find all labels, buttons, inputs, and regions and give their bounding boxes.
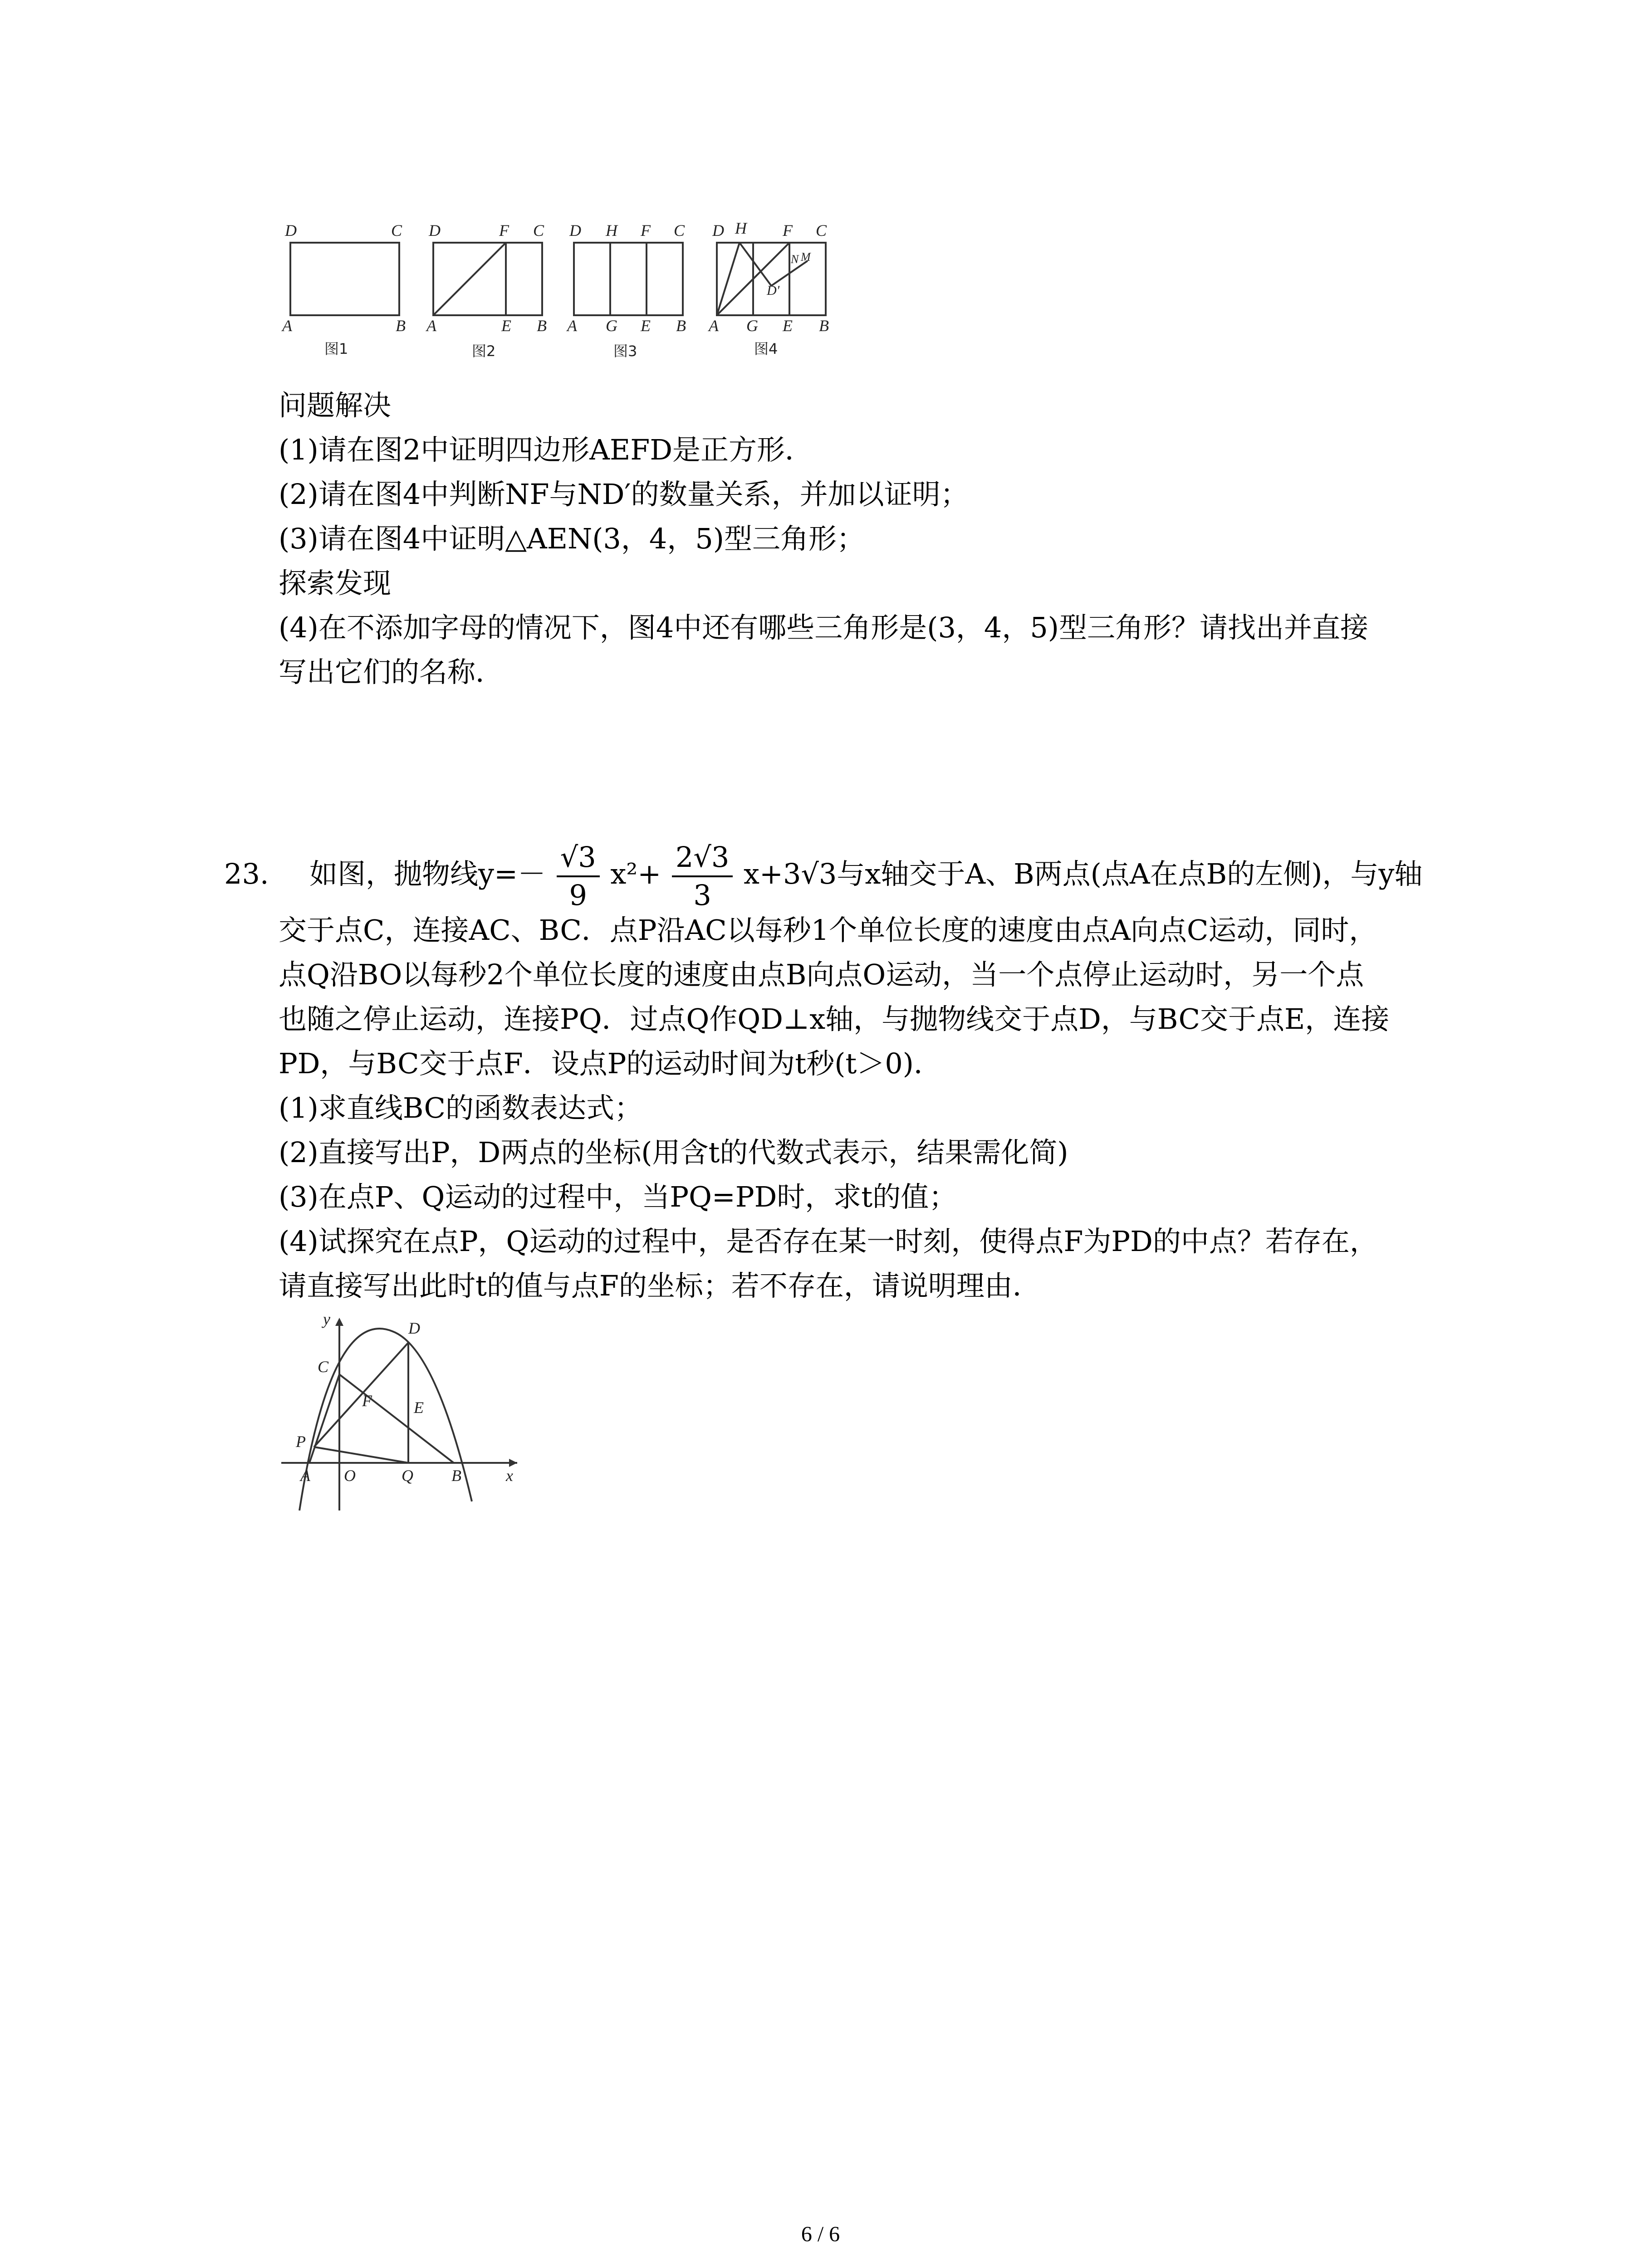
fraction-2-denominator: 3 [693, 879, 711, 912]
fig3-label-d: D [569, 221, 581, 240]
intro-part-b: x²+ [610, 857, 661, 891]
fig2-label-a: A [426, 317, 436, 335]
fig4-label-a: A [709, 317, 719, 335]
fig2-caption: 图2 [472, 342, 496, 360]
parabola-curve [299, 1329, 472, 1510]
fig4-label-d-prime: D' [767, 283, 780, 298]
question-item-4-line2: 写出它们的名称． [279, 655, 504, 689]
graph-label-o: O [344, 1466, 356, 1485]
q23-line-3: 也随之停止运动，连接PQ．过点Q作QD⊥x轴，与抛物线交于点D，与BC交于点E，连接 [279, 1002, 1390, 1036]
graph-label-b: B [451, 1466, 461, 1485]
figures-row [272, 218, 844, 381]
fig3-label-h: H [606, 221, 617, 240]
fig1-label-c: C [391, 221, 402, 240]
fig4-label-g: G [746, 317, 758, 335]
fig4-label-n: N [791, 253, 799, 266]
figure-1 [281, 221, 406, 357]
graph-label-f: F [362, 1392, 372, 1410]
fraction-1-numerator: √3 [557, 839, 600, 877]
x-axis-arrow-icon [509, 1459, 517, 1467]
segment-pq [314, 1447, 408, 1463]
figure-3 [566, 221, 686, 360]
fig3-label-g: G [606, 317, 617, 335]
q23-subquestion-2: (2)直接写出P，D两点的坐标(用含t的代数式表示，结果需化简) [279, 1136, 1068, 1169]
intro-part-a: 如图，抛物线y=－ [309, 857, 546, 891]
graph-label-p: P [296, 1432, 306, 1451]
fig3-label-e: E [641, 317, 651, 335]
graph-label-d: D [408, 1319, 420, 1337]
question-item-2: (2)请在图4中判断NF与ND′的数量关系，并加以证明； [279, 478, 969, 511]
fig3-caption: 图3 [613, 342, 637, 360]
fig3-label-c: C [674, 221, 685, 240]
q23-line-4: PD，与BC交于点F．设点P的运动时间为t秒(t＞0)． [279, 1047, 942, 1080]
fig2-label-f: F [499, 221, 509, 240]
y-axis-arrow-icon [335, 1318, 343, 1326]
fraction-2 [672, 839, 733, 914]
question-item-1: (1)请在图2中证明四边形AEFD是正方形． [279, 433, 813, 466]
fig1-label-d: D [285, 221, 297, 240]
figure-2 [426, 221, 547, 360]
fraction-1 [557, 839, 600, 914]
fraction-1-denominator: 9 [569, 879, 587, 912]
fig1-label-a: A [282, 317, 292, 335]
fig2-label-e: E [501, 317, 511, 335]
section-heading-explore: 探索发现 [279, 567, 392, 600]
graph-label-q: Q [402, 1466, 413, 1485]
question-item-4-line1: (4)在不添加字母的情况下，图4中还有哪些三角形是(3，4，5)型三角形？请找出并直接 [279, 611, 1368, 644]
fig2-label-b: B [537, 317, 547, 335]
question-item-3: (3)请在图4中证明△AEN(3，4，5)型三角形； [279, 522, 865, 555]
fig2-label-c: C [533, 221, 544, 240]
question-number: 23. [224, 857, 269, 891]
graph-label-e: E [414, 1398, 424, 1417]
q23-line-1: 交于点C，连接AC、BC．点P沿AC以每秒1个单位长度的速度由点A向点C运动，同时， [279, 914, 1377, 947]
fig3-label-a: A [567, 317, 577, 335]
fig1-label-b: B [396, 317, 406, 335]
question-23-intro [224, 839, 1422, 914]
q23-line-2: 点Q沿BO以每秒2个单位长度的速度由点B向点O运动，当一个点停止运动时，另一个点 [279, 958, 1364, 991]
q23-subquestion-4-line1: (4)试探究在点P，Q运动的过程中，是否存在某一时刻，使得点F为PD的中点？若存在， [279, 1225, 1378, 1258]
fig4-label-h: H [735, 219, 747, 237]
graph-label-c: C [318, 1358, 329, 1376]
q23-subquestion-4-line2: 请直接写出此时t的值与点F的坐标；若不存在，请说明理由． [279, 1269, 1041, 1302]
fig4-label-d: D [712, 221, 724, 240]
parabola-graph [272, 1311, 526, 1515]
fig3-label-f: F [641, 221, 651, 240]
section-heading-problem-solving: 问题解决 [279, 389, 392, 422]
q23-subquestion-1: (1)求直线BC的函数表达式； [279, 1091, 642, 1124]
fig4-label-c: C [816, 221, 827, 240]
graph-label-a: A [300, 1466, 310, 1485]
fig3-label-b: B [676, 317, 686, 335]
fig2-label-d: D [429, 221, 441, 240]
fraction-2-numerator: 2√3 [672, 839, 733, 877]
fig4-label-e: E [783, 317, 793, 335]
fig4-label-b: B [819, 317, 829, 335]
graph-label-y: y [323, 1311, 330, 1328]
page-number: 6 / 6 [801, 2222, 840, 2246]
intro-part-c: x+3√3与x轴交于A、B两点(点A在点B的左侧)，与y轴 [744, 857, 1423, 891]
fig4-caption: 图4 [754, 340, 778, 357]
figure-4 [708, 219, 829, 357]
graph-label-x: x [506, 1466, 513, 1485]
fig4-label-f: F [783, 221, 793, 240]
q23-subquestion-3: (3)在点P、Q运动的过程中，当PQ=PD时，求t的值； [279, 1180, 957, 1213]
fig4-label-m: M [801, 250, 811, 264]
fig1-caption: 图1 [324, 340, 348, 357]
